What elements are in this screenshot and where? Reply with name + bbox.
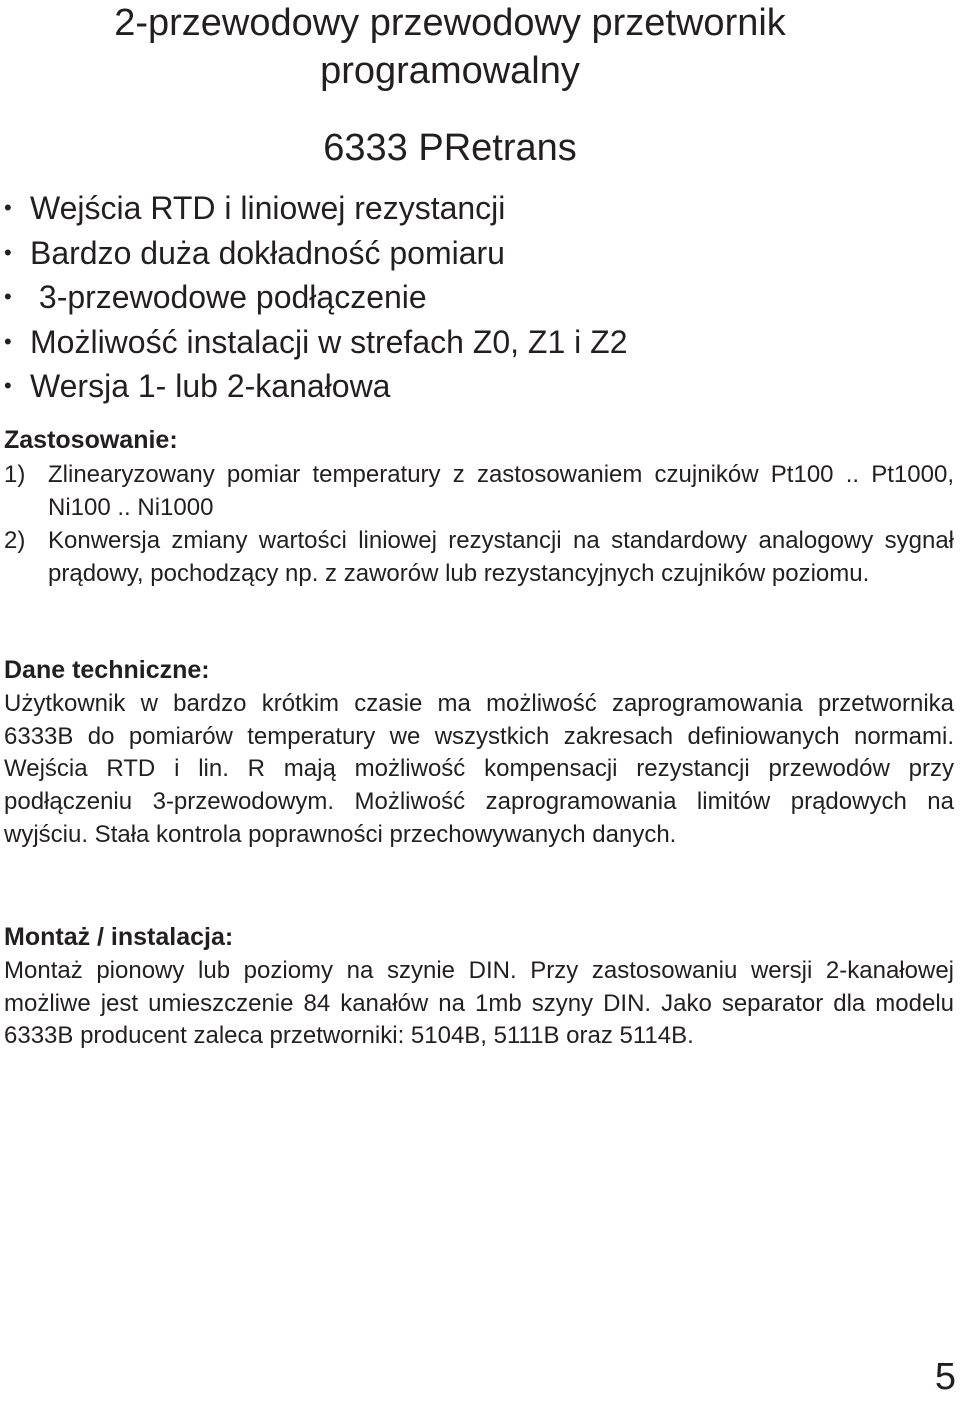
feature-item bbox=[0, 275, 628, 320]
application-item bbox=[4, 524, 954, 590]
technical-data-text: Użytkownik w bardzo krótkim czasie ma możliwość zaprogramowania przetwornika 6333B do pomiarów temperatury we wszystkich zakresach definiowanych normami. Wejścia RTD i lin. R mają możliwość kompensacji rezystancji przewodów przy podłączeniu 3-przewodowym. Możliwość zaprogramowania limitów prądowych na wyjściu. Stała kontrola poprawności przechowywanych danych. bbox=[4, 690, 954, 848]
document-title-line-1: 2-przewodowy przewodowy przetwornik bbox=[114, 2, 786, 44]
bullet-icon: • bbox=[4, 373, 12, 398]
application-item-number: 1) bbox=[4, 461, 26, 488]
feature-text: Wejścia RTD i liniowej rezystancji bbox=[30, 190, 506, 226]
feature-text: Bardzo duża dokładność pomiaru bbox=[30, 234, 505, 271]
application-item-number: 2) bbox=[4, 527, 26, 554]
feature-text: 3-przewodowe podłączenie bbox=[30, 279, 427, 315]
application-item bbox=[4, 458, 954, 524]
application-list bbox=[4, 458, 954, 590]
mounting-text: Montaż pionowy lub poziomy na szynie DIN. Przy zastosowaniu wersji 2-kanałowej możliwe jest umieszczenie 84 kanałów na 1mb szyny DIN. Jako separator dla modelu 6333B producent zaleca przetworniki: 5104B, 5111B oraz 5114B. bbox=[4, 957, 954, 1050]
product-model bbox=[0, 125, 960, 171]
bullet-icon: • bbox=[4, 328, 12, 354]
technical-data-heading: Dane techniczne: bbox=[4, 656, 210, 684]
application-item-text: Zlinearyzowany pomiar temperatury z zastosowaniem czujników Pt100 .. Pt1000, Ni100 .. Ni1000 bbox=[48, 461, 954, 521]
feature-text: Wersja 1- lub 2-kanałowa bbox=[30, 368, 391, 404]
product-model-text: 6333 PRetrans bbox=[323, 127, 577, 169]
page-number: 5 bbox=[934, 1356, 956, 1398]
feature-item bbox=[0, 320, 628, 365]
application-item-text: Konwersja zmiany wartości liniowej rezystancji na standardowy analogowy sygnał prądowy, pochodzący np. z zaworów lub rezystancyjnych czujników poziomu. bbox=[48, 527, 954, 587]
feature-text: Możliwość instalacji w strefach Z0, Z1 i Z2 bbox=[30, 323, 628, 360]
feature-item bbox=[0, 231, 628, 276]
bullet-icon: • bbox=[4, 284, 12, 309]
document-title-line-2: programowalny bbox=[320, 50, 580, 92]
bullet-icon: • bbox=[4, 239, 12, 265]
feature-item bbox=[0, 186, 628, 231]
mounting-heading: Montaż / instalacja: bbox=[4, 923, 234, 951]
bullet-icon: • bbox=[4, 195, 12, 220]
feature-list bbox=[0, 186, 628, 409]
feature-item bbox=[0, 364, 628, 409]
application-heading: Zastosowanie: bbox=[4, 426, 178, 454]
